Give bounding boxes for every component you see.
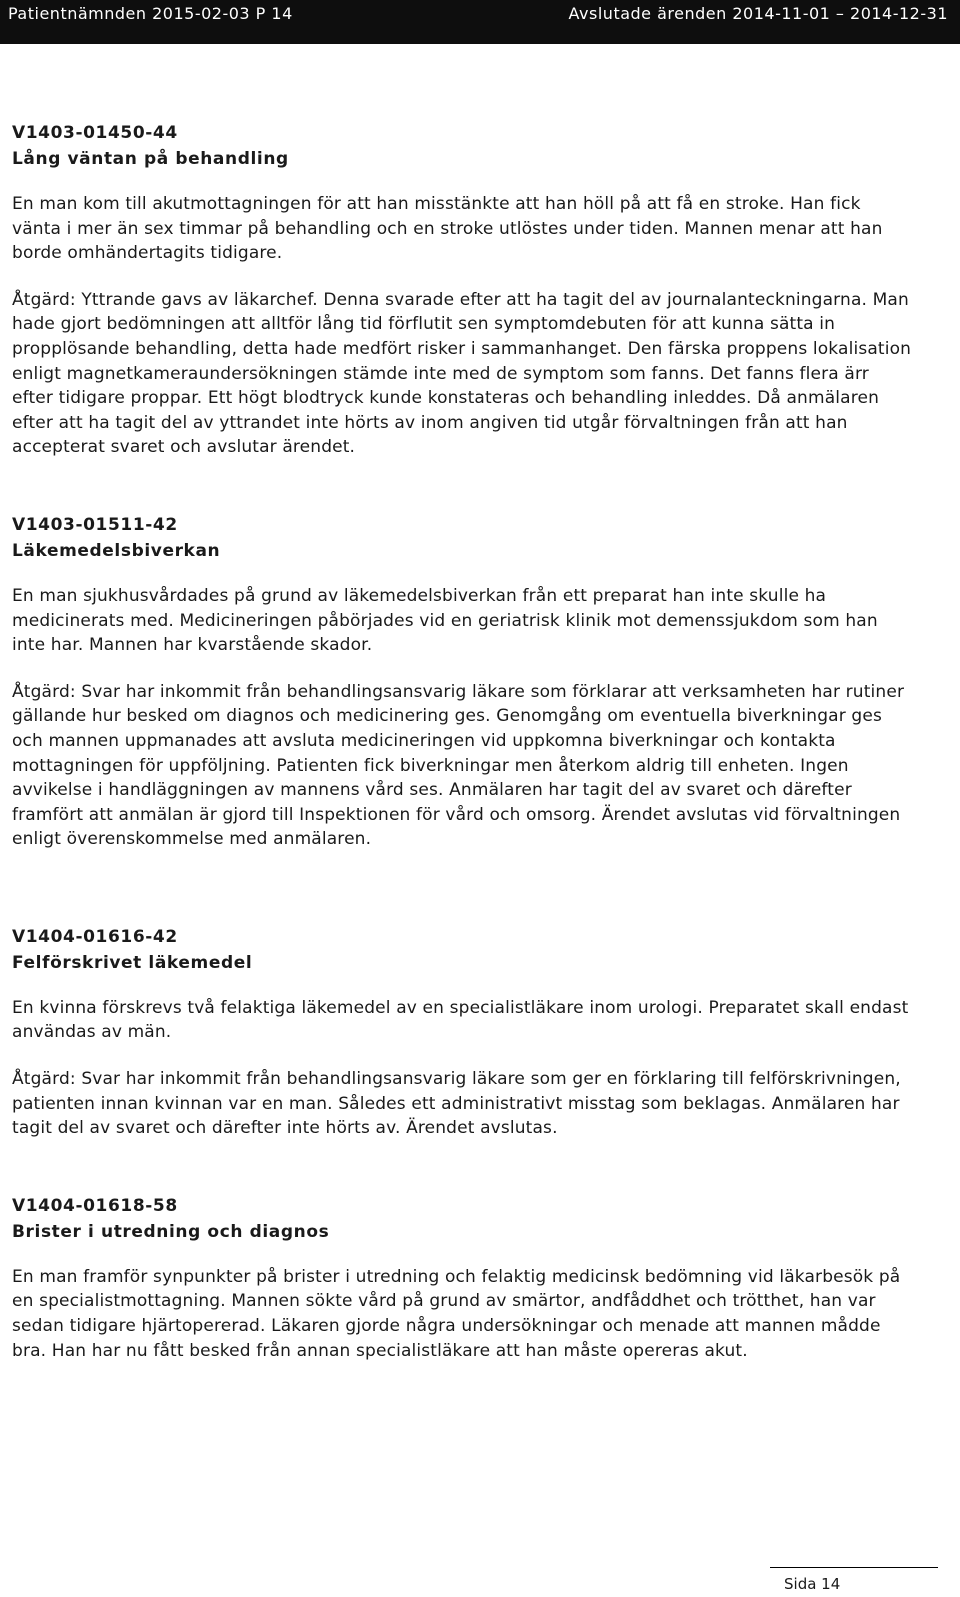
page-header xyxy=(0,0,960,44)
case-title: Läkemedelsbiverkan xyxy=(12,540,221,561)
case-action: Åtgärd: Svar har inkommit från behandlingsansvarig läkare som ger en förklaring till felförskrivningen, patienten innan kvinnan var en man. Således ett administrativt misstag som beklagas. Anmälaren har tagit del av svaret och därefter inte hörts av. Ärendet avslutas. xyxy=(12,1069,901,1139)
case-description: En man sjukhusvårdades på grund av läkemedelsbiverkan från ett preparat han inte skulle ha medicinerats med. Medicineringen påbörjades vid en geriatrisk klinik mot demenssjukdom som han inte har. Mannen har kvarstående skador. xyxy=(12,585,878,656)
case-id: V1403-01511-42 xyxy=(12,514,178,535)
case-action: Åtgärd: Svar har inkommit från behandlingsansvarig läkare som förklarar att verksamheten har rutiner gällande hur besked om diagnos och medicinering ges. Genomgång om eventuella biverkningar ges och mannen uppmanades att avsluta medicineringen vid uppkomna biverkningar och kontakta mottagningen för uppföljning. Patienten fick biverkningar men återkom aldrig till enheten. Ingen avvikelse i handläggningen av mannens vård ses. Anmälaren har tagit del av svaret och därefter framfört att anmälan är gjord till Inspektionen för vård och omsorg. Ärendet avslutas vid förvaltningen enligt överenskommelse med anmälaren. xyxy=(12,681,905,850)
document-body xyxy=(12,108,912,1363)
case-title: Lång väntan på behandling xyxy=(12,149,289,169)
footer-divider xyxy=(770,1567,938,1568)
case-description: En man framför synpunkter på brister i utredning och felaktig medicinsk bedömning vid läkarbesök på en specialistmottagning. Mannen sökte vård på grund av smärtor, andfåddhet och trötthet, han var sedan tidigare hjärtopererad. Läkaren gjorde några undersökningar och menade att mannen mådde bra. Han har nu fått besked från annan specialistläkare att han måste opereras akut. xyxy=(12,1266,901,1361)
page-number: Sida 14 xyxy=(784,1575,841,1593)
case-id: V1403-01450-44 xyxy=(12,123,178,143)
case-entry xyxy=(12,120,912,460)
case-description: En kvinna förskrevs två felaktiga läkemedel av en specialistläkare inom urologi. Preparatet skall endast användas av män. xyxy=(12,997,909,1043)
case-title: Felförskrivet läkemedel xyxy=(12,952,253,973)
case-entry xyxy=(12,924,912,1141)
case-title: Brister i utredning och diagnos xyxy=(12,1221,330,1242)
case-entry xyxy=(12,1193,912,1363)
header-left-text: Patientnämnden 2015-02-03 P 14 xyxy=(8,4,293,23)
case-id: V1404-01616-42 xyxy=(12,926,178,947)
case-action: Åtgärd: Yttrande gavs av läkarchef. Denna svarade efter att ha tagit del av journalanteckningarna. Man hade gjort bedömningen att alltför lång tid förflutit sen symptomdebuten för att kunna sätta in propplösande behandling, detta hade medfört risker i sammanhanget. Den färska proppens lokalisation enligt magnetkameraundersökningen stämde inte med de symptom som fanns. Det fanns flera ärr efter tidigare proppar. Ett högt blodtryck kunde konstateras och behandling inleddes. Då anmälaren efter att ha tagit del av yttrandet inte hörts av inom angiven tid utgår förvaltningen från att han accepterat svaret och avslutar ärendet. xyxy=(12,289,912,458)
case-entry xyxy=(12,512,912,852)
case-id: V1404-01618-58 xyxy=(12,1195,178,1216)
case-description: En man kom till akutmottagningen för att han misstänkte att han höll på att få en stroke. Han fick vänta i mer än sex timmar på behandling och en stroke utlöstes under tiden. Mannen menar att han borde omhändertagits tidigare. xyxy=(12,194,883,264)
header-right-text: Avslutade ärenden 2014-11-01 – 2014-12-31 xyxy=(568,4,948,23)
